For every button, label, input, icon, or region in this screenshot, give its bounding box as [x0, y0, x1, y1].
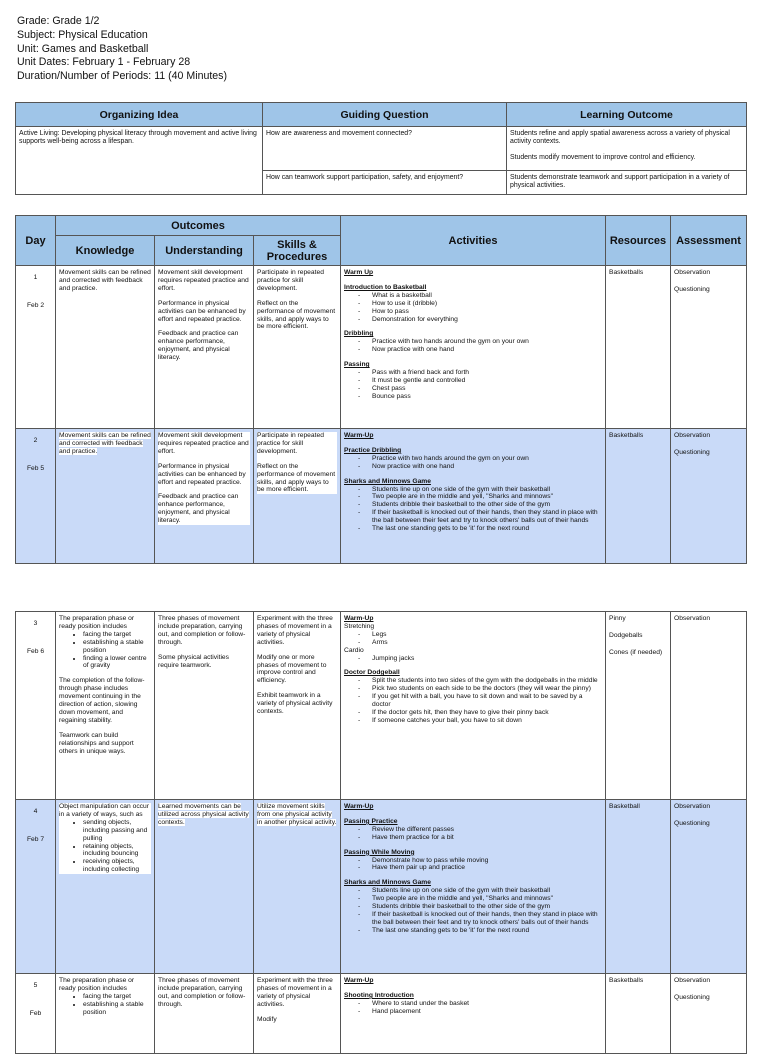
resources-cell — [606, 612, 671, 800]
list-item: • establishing a stable position — [83, 1001, 151, 1017]
activity-heading: Dribbling — [344, 330, 374, 338]
understanding-text: Three phases of movement include preparation, carrying out, and completion or follow-through. — [158, 615, 246, 646]
resources-cell: Basketballs — [606, 974, 671, 1054]
list-item: - The last one standing gets to be 'it' for the next round — [372, 927, 602, 935]
day-row-2 — [16, 429, 747, 564]
assessment-cell — [671, 266, 747, 429]
assessment-item: Questioning — [674, 285, 710, 293]
list-item: - What is a basketball — [372, 292, 602, 300]
activity-heading: Warm-Up — [344, 803, 374, 810]
skills-text: Participate in repeated practice for skill development. — [257, 269, 324, 292]
list-item: • facing the target — [83, 993, 151, 1001]
activity-heading: Doctor Dodgeball — [344, 669, 400, 677]
list-item: - Bounce pass — [372, 393, 602, 401]
organizing-idea-cell: Active Living: Developing physical literacy through movement and active living supports well-being across a lifespan. — [16, 127, 263, 195]
skills-header-line2: Procedures — [266, 250, 328, 263]
activity-list — [344, 369, 602, 401]
skills-cell — [254, 800, 341, 974]
day-number: 2 — [33, 437, 38, 444]
resource-item: Dodgeballs — [609, 631, 643, 639]
list-item: - Split the students into two sides of the gym with the dodgeballs in the middle — [372, 677, 602, 685]
knowledge-cell — [56, 800, 155, 974]
skills-cell — [254, 266, 341, 429]
list-item: • retaining objects, including bouncing — [83, 843, 151, 859]
activity-list — [344, 826, 602, 842]
activities-cell — [341, 974, 606, 1054]
knowledge-cell — [56, 974, 155, 1054]
list-item: - If their basketball is knocked out of their hands, then they stand in place with the ball between their feet and try to knock others' balls out of their hands — [372, 911, 602, 927]
activities-cell — [341, 429, 606, 564]
day-row-4 — [16, 800, 747, 974]
guiding-question-1: How are awareness and movement connected? — [263, 127, 507, 171]
resources-cell: Basketballs — [606, 429, 671, 564]
bullet-list — [59, 993, 151, 1017]
day-header: Day — [16, 216, 56, 266]
assessment-cell — [671, 974, 747, 1054]
activity-heading: Passing Practice — [344, 817, 398, 825]
activity-subheading: Stretching — [344, 622, 375, 630]
activity-heading: Passing While Moving — [344, 848, 415, 856]
list-item: - Hand placement — [372, 1008, 602, 1016]
activity-heading: Shooting Introduction — [344, 991, 414, 999]
activity-list — [344, 486, 602, 533]
day-cell — [16, 429, 56, 564]
knowledge-cell — [56, 612, 155, 800]
list-item: - How to use it (dribble) — [372, 300, 602, 308]
understanding-text: Learned movements can be utilized across physical activity contexts. — [158, 803, 249, 826]
activity-list — [344, 292, 602, 324]
day-row-5 — [16, 974, 747, 1054]
day-date: Feb 7 — [26, 835, 45, 843]
skills-cell — [254, 974, 341, 1054]
list-item: - The last one standing gets to be 'it' for the next round — [372, 525, 602, 533]
day-number: 1 — [33, 274, 38, 281]
skills-text: Exhibit teamwork in a variety of physical activity contexts. — [257, 692, 333, 716]
list-item: - Jumping jacks — [372, 655, 602, 663]
guiding-question-header: Guiding Question — [263, 103, 507, 127]
resource-item: Cones (if needed) — [609, 648, 663, 656]
activities-cell — [341, 800, 606, 974]
skills-text: Reflect on the performance of movement skills, and apply ways to be more efficient. — [257, 462, 336, 494]
understanding-text: Performance in physical activities can be enhanced by effort and repeated practice. — [158, 462, 246, 486]
skills-text: Modify one or more phases of movement to improve control and efficiency. — [257, 653, 327, 685]
day-date: Feb — [29, 1009, 42, 1017]
knowledge-text: Object manipulation can occur in a variety of ways, such as — [59, 803, 149, 818]
list-item: • establishing a stable position — [83, 639, 151, 655]
knowledge-text: The preparation phase or ready position includes — [59, 977, 135, 992]
understanding-cell — [155, 800, 254, 974]
activity-list — [344, 1000, 602, 1016]
unit-line: Unit: Games and Basketball — [17, 42, 149, 55]
list-item: - How to pass — [372, 308, 602, 316]
overview-table — [15, 102, 747, 195]
lesson-plan-table-2 — [15, 611, 747, 1054]
assessment-item: Observation — [674, 803, 711, 810]
skills-cell — [254, 612, 341, 800]
knowledge-cell — [56, 429, 155, 564]
lesson-plan-table-1 — [15, 215, 747, 564]
activity-heading: Introduction to Basketball — [344, 283, 427, 291]
day-row-1 — [16, 266, 747, 429]
activity-list — [344, 631, 602, 647]
activity-list — [344, 857, 602, 873]
list-item: - Arms — [372, 639, 602, 647]
activity-heading: Warm-Up — [344, 615, 374, 622]
understanding-cell — [155, 266, 254, 429]
activity-list — [344, 338, 602, 354]
learning-outcome-1 — [507, 127, 747, 171]
document-header — [17, 15, 227, 84]
list-item: - Chest pass — [372, 385, 602, 393]
subject-line: Subject: Physical Education — [17, 28, 148, 41]
resources-header: Resources — [606, 216, 671, 266]
list-item: - Students dribble their basketball to the other side of the gym — [372, 501, 602, 509]
day-row-3 — [16, 612, 747, 800]
activity-list — [344, 655, 602, 663]
activity-heading: Practice Dribbling — [344, 446, 402, 454]
list-item: - Legs — [372, 631, 602, 639]
day-cell — [16, 800, 56, 974]
bullet-list — [59, 631, 151, 671]
organizing-idea-header: Organizing Idea — [16, 103, 263, 127]
grade-line: Grade: Grade 1/2 — [17, 15, 100, 27]
list-item: - Now practice with one hand — [372, 463, 602, 471]
activities-header: Activities — [341, 216, 606, 266]
understanding-cell — [155, 612, 254, 800]
resource-item: Basketball — [609, 803, 640, 810]
list-item: - If their basketball is knocked out of their hands, then they stand in place with the ball between their feet and try to knock others' balls out of their hands — [372, 509, 602, 525]
understanding-cell: Three phases of movement include preparation, carrying out, and completion or follow-through. — [155, 974, 254, 1054]
list-item: - Students dribble their basketball to the other side of the gym — [372, 903, 602, 911]
list-item: - Have them practice for a bit — [372, 834, 602, 842]
guiding-question-2: How can teamwork support participation, safety, and enjoyment? — [263, 171, 507, 195]
knowledge-header: Knowledge — [56, 236, 155, 266]
assessment-item: Observation — [674, 615, 711, 622]
assessment-item: Questioning — [674, 993, 710, 1001]
list-item: - If you get hit with a ball, you have to sit down and wait to be saved by a doctor — [372, 693, 602, 709]
list-item: - Two people are in the middle and yell, "Sharks and minnows" — [372, 493, 602, 501]
understanding-text: Movement skill development requires repeated practice and effort. — [158, 269, 249, 292]
resources-cell: Basketballs — [606, 266, 671, 429]
list-item: - Demonstration for everything — [372, 316, 602, 324]
list-item: • facing the target — [83, 631, 151, 639]
activity-list — [344, 455, 602, 471]
skills-text: Participate in repeated practice for skill development. — [257, 432, 324, 455]
skills-text: Experiment with the three phases of movement in a variety of physical activities. — [257, 615, 333, 646]
assessment-item: Observation — [674, 432, 711, 439]
understanding-text: Some physical activities require teamwork. — [158, 653, 229, 669]
list-item: - Pick two students on each side to be the doctors (they will wear the pinny) — [372, 685, 602, 693]
list-item: - Where to stand under the basket — [372, 1000, 602, 1008]
skills-text: Utilize movement skills from one physical activity in another physical activity. — [257, 803, 337, 826]
bullet-list — [59, 819, 151, 874]
activities-cell — [341, 612, 606, 800]
activity-heading: Warm-Up — [344, 432, 374, 439]
knowledge-text: The preparation phase or ready position includes — [59, 615, 135, 630]
understanding-text: Performance in physical activities can be enhanced by effort and repeated practice. — [158, 299, 246, 323]
understanding-text: Feedback and practice can enhance performance, enjoyment, and physical literacy. — [158, 493, 239, 525]
assessment-item: Observation — [674, 269, 711, 276]
list-item: - If the doctor gets hit, then they have to give their pinny back — [372, 709, 602, 717]
resources-cell — [606, 800, 671, 974]
day-date: Feb 5 — [26, 464, 45, 472]
day-date: Feb 6 — [26, 647, 45, 655]
assessment-cell — [671, 612, 747, 800]
understanding-text: Feedback and practice can enhance performance, enjoyment, and physical literacy. — [158, 330, 239, 362]
skills-text: Reflect on the performance of movement skills, and apply ways to be more efficient. — [257, 299, 336, 331]
outcome-text: Students refine and apply spatial awareness across a variety of physical activity contexts. — [510, 130, 730, 146]
list-item: - Review the different passes — [372, 826, 602, 834]
assessment-header: Assessment — [671, 216, 747, 266]
day-number: 5 — [33, 982, 38, 989]
list-item: - Two people are in the middle and yell, "Sharks and minnows" — [372, 895, 602, 903]
day-cell — [16, 974, 56, 1054]
activity-subheading: Cardio — [344, 646, 364, 654]
list-item: - Pass with a friend back and forth — [372, 369, 602, 377]
list-item: - If someone catches your ball, you have to sit down — [372, 717, 602, 725]
activity-list — [344, 677, 602, 724]
assessment-item: Observation — [674, 977, 711, 984]
knowledge-text: Teamwork can build relationships and support others in unique ways. — [59, 731, 134, 755]
skills-text: Experiment with the three phases of movement in a variety of physical activities. — [257, 977, 333, 1008]
list-item: - Have them pair up and practice — [372, 864, 602, 872]
knowledge-text: Movement skills can be refined and corrected with feedback and practice. — [59, 432, 151, 455]
assessment-item: Questioning — [674, 448, 710, 456]
list-item: - Demonstrate how to pass while moving — [372, 857, 602, 865]
unit-dates-line: Unit Dates: February 1 - February 28 — [17, 56, 191, 69]
understanding-cell — [155, 429, 254, 564]
knowledge-text: The completion of the follow-through phase includes movement continuing in the direction of action, slowing down movement, and regaining stability. — [59, 677, 145, 724]
resource-item: Pinny — [609, 615, 626, 622]
understanding-text: Movement skill development requires repeated practice and effort. — [158, 432, 249, 455]
skills-text: Modify — [257, 1015, 277, 1023]
duration-line: Duration/Number of Periods: 11 (40 Minutes) — [17, 70, 228, 83]
assessment-cell — [671, 800, 747, 974]
list-item: - It must be gentle and controlled — [372, 377, 602, 385]
list-item: - Students line up on one side of the gym with their basketball — [372, 486, 602, 494]
skills-header-line1: Skills & — [277, 238, 317, 251]
outcome-text: Students modify movement to improve control and efficiency. — [510, 153, 696, 161]
knowledge-cell: Movement skills can be refined and corrected with feedback and practice. — [56, 266, 155, 429]
assessment-item: Questioning — [674, 819, 710, 827]
day-number: 3 — [33, 620, 38, 627]
assessment-cell — [671, 429, 747, 564]
activity-heading: Passing — [344, 361, 370, 369]
activities-cell — [341, 266, 606, 429]
day-date: Feb 2 — [26, 301, 45, 309]
activity-heading: Warm-Up — [344, 977, 374, 984]
skills-cell — [254, 429, 341, 564]
list-item: • receiving objects, including collecting — [83, 858, 151, 874]
day-cell — [16, 612, 56, 800]
list-item: • finding a lower centre of gravity — [83, 655, 151, 671]
skills-header — [254, 236, 341, 266]
list-item: - Now practice with one hand — [372, 346, 602, 354]
learning-outcome-2: Students demonstrate teamwork and support participation in a variety of physical activities. — [507, 171, 747, 195]
outcomes-header: Outcomes — [56, 216, 341, 236]
activity-heading: Sharks and Minnows Game — [344, 477, 431, 485]
list-item: - Practice with two hands around the gym on your own — [372, 455, 602, 463]
day-cell — [16, 266, 56, 429]
activity-heading: Sharks and Minnows Game — [344, 879, 431, 887]
understanding-header: Understanding — [155, 236, 254, 266]
list-item: - Students line up on one side of the gym with their basketball — [372, 887, 602, 895]
day-number: 4 — [33, 808, 38, 815]
list-item: • sending objects, including passing and pulling — [83, 819, 151, 843]
learning-outcome-header: Learning Outcome — [507, 103, 747, 127]
activity-heading: Warm Up — [344, 269, 374, 276]
list-item: - Practice with two hands around the gym on your own — [372, 338, 602, 346]
activity-list — [344, 887, 602, 934]
